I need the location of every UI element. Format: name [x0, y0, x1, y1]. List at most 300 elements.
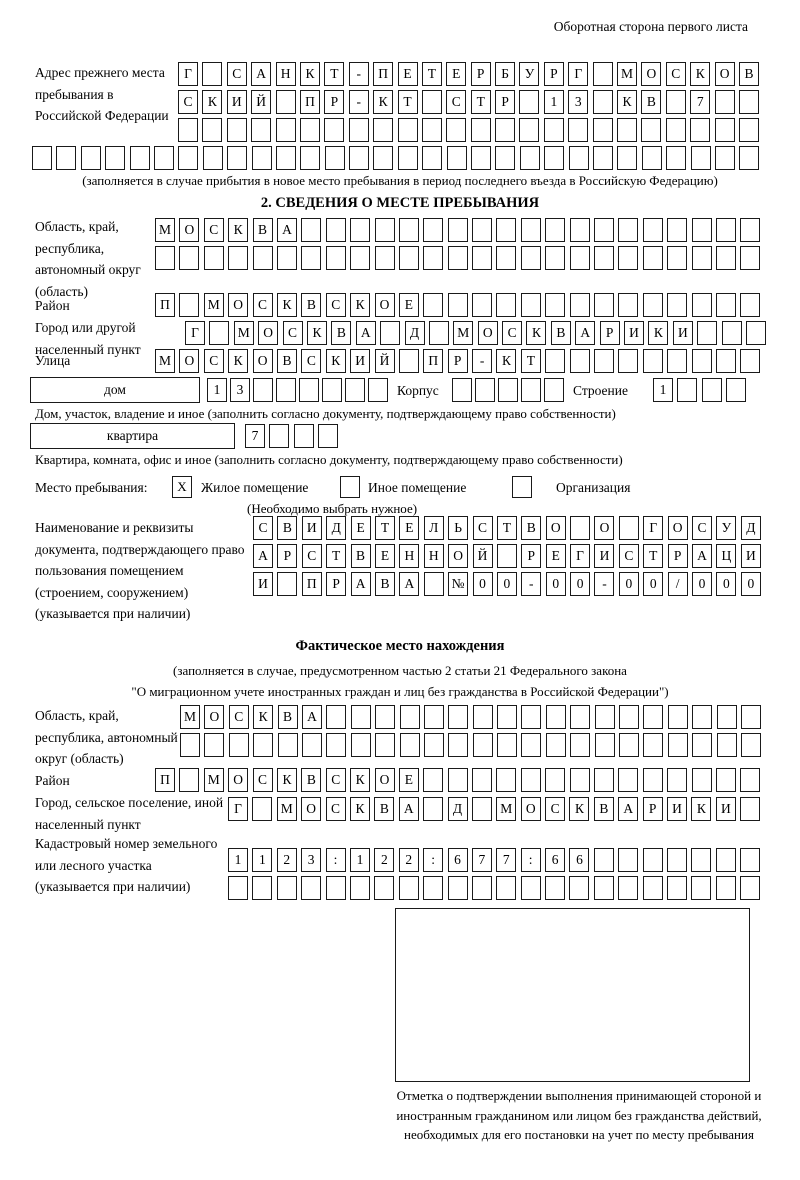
char-cell[interactable] — [318, 424, 338, 448]
char-cell[interactable]: О — [521, 797, 541, 821]
checkbox-organization[interactable] — [512, 476, 532, 498]
char-cell[interactable] — [619, 705, 639, 729]
char-cell[interactable] — [179, 246, 199, 270]
char-cell[interactable] — [619, 516, 639, 540]
char-cell[interactable]: Т — [497, 516, 517, 540]
char-cell[interactable]: Й — [473, 544, 493, 568]
char-cell[interactable] — [301, 246, 321, 270]
char-cell[interactable] — [349, 118, 369, 142]
district-row[interactable] — [155, 293, 760, 317]
char-cell[interactable] — [667, 349, 687, 373]
char-cell[interactable]: 0 — [741, 572, 761, 596]
char-cell[interactable]: 2 — [374, 848, 394, 872]
char-cell[interactable] — [668, 705, 688, 729]
char-cell[interactable] — [667, 293, 687, 317]
char-cell[interactable] — [276, 90, 296, 114]
char-cell[interactable] — [570, 516, 590, 540]
char-cell[interactable] — [519, 118, 539, 142]
char-cell[interactable]: А — [399, 797, 419, 821]
char-cell[interactable]: 3 — [301, 848, 321, 872]
char-cell[interactable]: 1 — [252, 848, 272, 872]
char-cell[interactable] — [475, 378, 495, 402]
char-cell[interactable] — [715, 146, 735, 170]
char-cell[interactable] — [374, 876, 394, 900]
char-cell[interactable] — [570, 246, 590, 270]
char-cell[interactable] — [253, 378, 273, 402]
char-cell[interactable] — [203, 146, 223, 170]
char-cell[interactable]: Т — [422, 62, 442, 86]
char-cell[interactable] — [717, 733, 737, 757]
char-cell[interactable]: Р — [643, 797, 663, 821]
char-cell[interactable] — [545, 876, 565, 900]
char-cell[interactable] — [569, 146, 589, 170]
char-cell[interactable] — [593, 90, 613, 114]
char-cell[interactable] — [521, 246, 541, 270]
char-cell[interactable] — [692, 293, 712, 317]
char-cell[interactable] — [399, 349, 419, 373]
char-cell[interactable] — [668, 733, 688, 757]
char-cell[interactable] — [472, 246, 492, 270]
char-cell[interactable]: К — [569, 797, 589, 821]
char-cell[interactable] — [375, 246, 395, 270]
char-cell[interactable]: К — [300, 62, 320, 86]
char-cell[interactable] — [373, 146, 393, 170]
char-cell[interactable]: Е — [546, 544, 566, 568]
checkbox-residential[interactable]: X — [172, 476, 192, 498]
char-cell[interactable]: А — [251, 62, 271, 86]
char-cell[interactable] — [677, 378, 697, 402]
char-cell[interactable]: С — [545, 797, 565, 821]
char-cell[interactable] — [666, 90, 686, 114]
char-cell[interactable]: И — [667, 797, 687, 821]
actual-city-row[interactable] — [228, 797, 760, 821]
char-cell[interactable] — [276, 146, 296, 170]
char-cell[interactable]: Т — [326, 544, 346, 568]
char-cell[interactable] — [716, 876, 736, 900]
char-cell[interactable]: С — [326, 768, 346, 792]
char-cell[interactable] — [228, 246, 248, 270]
actual-district-row[interactable] — [155, 768, 760, 792]
char-cell[interactable] — [277, 876, 297, 900]
char-cell[interactable] — [618, 293, 638, 317]
char-cell[interactable] — [520, 146, 540, 170]
char-cell[interactable] — [643, 768, 663, 792]
char-cell[interactable] — [545, 768, 565, 792]
char-cell[interactable]: Г — [178, 62, 198, 86]
char-cell[interactable]: К — [350, 293, 370, 317]
char-cell[interactable] — [667, 218, 687, 242]
document-row-3[interactable] — [253, 572, 761, 596]
char-cell[interactable] — [496, 876, 516, 900]
char-cell[interactable]: Е — [398, 62, 418, 86]
char-cell[interactable]: 7 — [472, 848, 492, 872]
char-cell[interactable]: М — [277, 797, 297, 821]
char-cell[interactable] — [666, 118, 686, 142]
char-cell[interactable]: О — [478, 321, 498, 345]
char-cell[interactable] — [740, 246, 760, 270]
city-row[interactable] — [185, 321, 766, 345]
char-cell[interactable]: 7 — [690, 90, 710, 114]
char-cell[interactable]: О — [375, 768, 395, 792]
char-cell[interactable]: В — [551, 321, 571, 345]
char-cell[interactable] — [398, 146, 418, 170]
char-cell[interactable] — [594, 349, 614, 373]
char-cell[interactable] — [399, 218, 419, 242]
char-cell[interactable] — [715, 118, 735, 142]
char-cell[interactable]: И — [673, 321, 693, 345]
char-cell[interactable] — [399, 876, 419, 900]
char-cell[interactable] — [56, 146, 76, 170]
char-cell[interactable] — [521, 768, 541, 792]
char-cell[interactable]: О — [179, 349, 199, 373]
char-cell[interactable] — [594, 848, 614, 872]
char-cell[interactable]: 1 — [228, 848, 248, 872]
char-cell[interactable] — [276, 378, 296, 402]
char-cell[interactable]: У — [519, 62, 539, 86]
char-cell[interactable]: С — [502, 321, 522, 345]
char-cell[interactable]: 0 — [473, 572, 493, 596]
char-cell[interactable]: И — [227, 90, 247, 114]
char-cell[interactable] — [400, 733, 420, 757]
char-cell[interactable] — [278, 733, 298, 757]
char-cell[interactable]: О — [258, 321, 278, 345]
char-cell[interactable] — [351, 705, 371, 729]
char-cell[interactable] — [692, 349, 712, 373]
char-cell[interactable]: И — [741, 544, 761, 568]
char-cell[interactable]: О — [715, 62, 735, 86]
char-cell[interactable] — [424, 733, 444, 757]
char-cell[interactable] — [570, 293, 590, 317]
char-cell[interactable]: И — [350, 349, 370, 373]
char-cell[interactable] — [521, 733, 541, 757]
char-cell[interactable]: О — [301, 797, 321, 821]
char-cell[interactable] — [716, 246, 736, 270]
char-cell[interactable] — [618, 848, 638, 872]
char-cell[interactable]: 1 — [350, 848, 370, 872]
char-cell[interactable]: У — [716, 516, 736, 540]
char-cell[interactable] — [741, 705, 761, 729]
char-cell[interactable] — [204, 733, 224, 757]
char-cell[interactable] — [545, 293, 565, 317]
char-cell[interactable]: И — [594, 544, 614, 568]
char-cell[interactable] — [326, 876, 346, 900]
char-cell[interactable]: Т — [521, 349, 541, 373]
char-cell[interactable] — [326, 218, 346, 242]
char-cell[interactable]: С — [253, 516, 273, 540]
char-cell[interactable]: К — [202, 90, 222, 114]
char-cell[interactable] — [326, 733, 346, 757]
char-cell[interactable]: М — [180, 705, 200, 729]
char-cell[interactable] — [496, 293, 516, 317]
char-cell[interactable] — [617, 146, 637, 170]
char-cell[interactable] — [301, 876, 321, 900]
char-cell[interactable] — [423, 246, 443, 270]
char-cell[interactable]: А — [277, 218, 297, 242]
char-cell[interactable] — [202, 118, 222, 142]
char-cell[interactable] — [746, 321, 766, 345]
char-cell[interactable]: К — [691, 797, 711, 821]
char-cell[interactable] — [691, 876, 711, 900]
char-cell[interactable] — [325, 146, 345, 170]
char-cell[interactable]: С — [253, 768, 273, 792]
char-cell[interactable]: 1 — [544, 90, 564, 114]
char-cell[interactable]: 7 — [496, 848, 516, 872]
checkbox-other-premises[interactable] — [340, 476, 360, 498]
char-cell[interactable] — [277, 246, 297, 270]
char-cell[interactable] — [546, 705, 566, 729]
char-cell[interactable] — [716, 218, 736, 242]
char-cell[interactable] — [643, 705, 663, 729]
actual-region-row-2[interactable] — [180, 733, 761, 757]
char-cell[interactable] — [495, 146, 515, 170]
char-cell[interactable] — [496, 768, 516, 792]
char-cell[interactable] — [204, 246, 224, 270]
char-cell[interactable] — [294, 424, 314, 448]
stroenie-cells[interactable] — [653, 378, 746, 402]
char-cell[interactable]: 3 — [230, 378, 250, 402]
char-cell[interactable]: В — [351, 544, 371, 568]
char-cell[interactable]: П — [155, 293, 175, 317]
char-cell[interactable]: Б — [495, 62, 515, 86]
char-cell[interactable] — [32, 146, 52, 170]
apartment-cells[interactable] — [245, 424, 338, 448]
char-cell[interactable]: 6 — [545, 848, 565, 872]
char-cell[interactable] — [667, 848, 687, 872]
char-cell[interactable]: В — [521, 516, 541, 540]
char-cell[interactable] — [595, 733, 615, 757]
char-cell[interactable]: Р — [521, 544, 541, 568]
actual-region-row-1[interactable] — [180, 705, 761, 729]
char-cell[interactable]: С — [253, 293, 273, 317]
region-row-1[interactable] — [155, 218, 760, 242]
char-cell[interactable] — [299, 378, 319, 402]
char-cell[interactable] — [544, 378, 564, 402]
char-cell[interactable] — [667, 768, 687, 792]
char-cell[interactable]: К — [496, 349, 516, 373]
char-cell[interactable]: Е — [399, 293, 419, 317]
char-cell[interactable]: С — [229, 705, 249, 729]
char-cell[interactable] — [715, 90, 735, 114]
char-cell[interactable] — [594, 768, 614, 792]
char-cell[interactable] — [643, 246, 663, 270]
char-cell[interactable] — [300, 118, 320, 142]
char-cell[interactable]: К — [253, 705, 273, 729]
char-cell[interactable]: : — [423, 848, 443, 872]
house-number-cells[interactable] — [207, 378, 388, 402]
char-cell[interactable]: Н — [276, 62, 296, 86]
char-cell[interactable]: О — [179, 218, 199, 242]
char-cell[interactable] — [448, 876, 468, 900]
char-cell[interactable] — [423, 293, 443, 317]
char-cell[interactable] — [497, 705, 517, 729]
char-cell[interactable] — [666, 146, 686, 170]
char-cell[interactable] — [322, 378, 342, 402]
char-cell[interactable] — [276, 118, 296, 142]
char-cell[interactable] — [452, 378, 472, 402]
char-cell[interactable]: - — [349, 62, 369, 86]
char-cell[interactable] — [667, 246, 687, 270]
char-cell[interactable]: С — [619, 544, 639, 568]
char-cell[interactable]: В — [301, 293, 321, 317]
char-cell[interactable] — [423, 876, 443, 900]
char-cell[interactable]: 6 — [569, 848, 589, 872]
char-cell[interactable] — [569, 876, 589, 900]
char-cell[interactable]: С — [446, 90, 466, 114]
char-cell[interactable] — [251, 118, 271, 142]
char-cell[interactable] — [350, 218, 370, 242]
char-cell[interactable] — [692, 218, 712, 242]
char-cell[interactable] — [740, 876, 760, 900]
char-cell[interactable] — [570, 218, 590, 242]
char-cell[interactable] — [618, 876, 638, 900]
char-cell[interactable] — [643, 848, 663, 872]
char-cell[interactable]: П — [302, 572, 322, 596]
char-cell[interactable] — [326, 246, 346, 270]
char-cell[interactable]: К — [350, 797, 370, 821]
char-cell[interactable] — [618, 218, 638, 242]
char-cell[interactable] — [349, 146, 369, 170]
char-cell[interactable]: № — [448, 572, 468, 596]
char-cell[interactable]: И — [624, 321, 644, 345]
char-cell[interactable] — [716, 848, 736, 872]
char-cell[interactable] — [521, 876, 541, 900]
char-cell[interactable]: Д — [326, 516, 346, 540]
char-cell[interactable]: В — [301, 768, 321, 792]
char-cell[interactable]: 1 — [653, 378, 673, 402]
char-cell[interactable] — [471, 146, 491, 170]
char-cell[interactable]: Т — [398, 90, 418, 114]
char-cell[interactable]: К — [690, 62, 710, 86]
char-cell[interactable] — [570, 733, 590, 757]
char-cell[interactable] — [495, 118, 515, 142]
char-cell[interactable] — [179, 768, 199, 792]
char-cell[interactable] — [422, 118, 442, 142]
char-cell[interactable] — [301, 218, 321, 242]
char-cell[interactable] — [400, 705, 420, 729]
char-cell[interactable]: К — [277, 768, 297, 792]
char-cell[interactable]: Р — [277, 544, 297, 568]
char-cell[interactable]: И — [716, 797, 736, 821]
char-cell[interactable] — [105, 146, 125, 170]
prev-address-row-1[interactable] — [178, 62, 759, 86]
char-cell[interactable]: 1 — [207, 378, 227, 402]
char-cell[interactable]: О — [448, 544, 468, 568]
char-cell[interactable]: В — [277, 349, 297, 373]
prev-address-row-2[interactable] — [178, 90, 759, 114]
char-cell[interactable]: С — [204, 218, 224, 242]
char-cell[interactable]: Г — [570, 544, 590, 568]
char-cell[interactable]: Т — [375, 516, 395, 540]
char-cell[interactable] — [568, 118, 588, 142]
char-cell[interactable] — [594, 218, 614, 242]
char-cell[interactable] — [593, 146, 613, 170]
char-cell[interactable] — [448, 218, 468, 242]
char-cell[interactable] — [155, 246, 175, 270]
region-row-2[interactable] — [155, 246, 760, 270]
char-cell[interactable]: О — [253, 349, 273, 373]
cadastre-row-2[interactable] — [228, 876, 760, 900]
char-cell[interactable]: С — [302, 544, 322, 568]
char-cell[interactable] — [740, 797, 760, 821]
char-cell[interactable]: Т — [471, 90, 491, 114]
char-cell[interactable]: 2 — [399, 848, 419, 872]
char-cell[interactable] — [545, 246, 565, 270]
char-cell[interactable] — [422, 90, 442, 114]
char-cell[interactable] — [497, 544, 517, 568]
char-cell[interactable] — [570, 349, 590, 373]
char-cell[interactable] — [498, 378, 518, 402]
char-cell[interactable]: Й — [251, 90, 271, 114]
char-cell[interactable]: А — [692, 544, 712, 568]
char-cell[interactable]: / — [668, 572, 688, 596]
char-cell[interactable] — [269, 424, 289, 448]
char-cell[interactable] — [702, 378, 722, 402]
char-cell[interactable]: М — [155, 349, 175, 373]
char-cell[interactable] — [716, 293, 736, 317]
char-cell[interactable]: К — [277, 293, 297, 317]
char-cell[interactable] — [178, 146, 198, 170]
char-cell[interactable]: - — [349, 90, 369, 114]
char-cell[interactable] — [739, 90, 759, 114]
char-cell[interactable] — [521, 705, 541, 729]
char-cell[interactable] — [252, 146, 272, 170]
char-cell[interactable]: Н — [424, 544, 444, 568]
char-cell[interactable] — [739, 118, 759, 142]
char-cell[interactable] — [740, 349, 760, 373]
char-cell[interactable]: - — [472, 349, 492, 373]
char-cell[interactable] — [227, 146, 247, 170]
char-cell[interactable]: А — [618, 797, 638, 821]
char-cell[interactable]: Г — [643, 516, 663, 540]
char-cell[interactable]: Р — [544, 62, 564, 86]
char-cell[interactable] — [202, 62, 222, 86]
char-cell[interactable]: С — [204, 349, 224, 373]
char-cell[interactable] — [521, 218, 541, 242]
char-cell[interactable] — [81, 146, 101, 170]
char-cell[interactable]: В — [277, 516, 297, 540]
char-cell[interactable] — [691, 848, 711, 872]
char-cell[interactable] — [545, 349, 565, 373]
char-cell[interactable] — [643, 293, 663, 317]
char-cell[interactable] — [722, 321, 742, 345]
char-cell[interactable]: А — [575, 321, 595, 345]
char-cell[interactable]: А — [253, 544, 273, 568]
char-cell[interactable]: С — [326, 797, 346, 821]
char-cell[interactable]: Е — [375, 544, 395, 568]
char-cell[interactable]: М — [496, 797, 516, 821]
char-cell[interactable]: И — [302, 516, 322, 540]
char-cell[interactable] — [594, 876, 614, 900]
char-cell[interactable]: М — [155, 218, 175, 242]
char-cell[interactable] — [179, 293, 199, 317]
char-cell[interactable]: Р — [471, 62, 491, 86]
char-cell[interactable] — [667, 876, 687, 900]
char-cell[interactable] — [373, 118, 393, 142]
char-cell[interactable] — [429, 321, 449, 345]
char-cell[interactable] — [570, 705, 590, 729]
char-cell[interactable] — [447, 146, 467, 170]
char-cell[interactable]: Й — [375, 349, 395, 373]
char-cell[interactable] — [422, 146, 442, 170]
char-cell[interactable]: П — [300, 90, 320, 114]
char-cell[interactable]: Р — [326, 572, 346, 596]
char-cell[interactable] — [618, 246, 638, 270]
char-cell[interactable] — [326, 705, 346, 729]
char-cell[interactable]: О — [594, 516, 614, 540]
char-cell[interactable] — [544, 146, 564, 170]
char-cell[interactable] — [692, 246, 712, 270]
char-cell[interactable] — [448, 705, 468, 729]
